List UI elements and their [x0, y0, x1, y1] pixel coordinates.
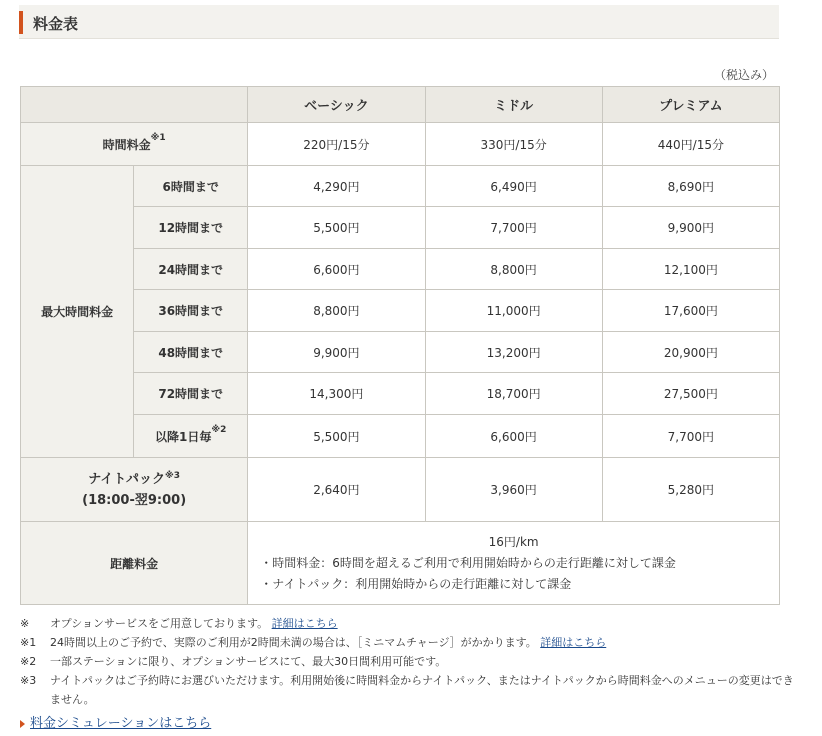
tax-note: （税込み） [713, 68, 774, 82]
max-row-label: 72時間まで [134, 373, 248, 415]
max-row-label: 36時間まで [134, 290, 248, 332]
footnote-text: ナイトパックはご予約時にお選びいただけます。利用開始後に時間料金からナイトパック、またはナイトパックから時間料金へのメニューの変更はできません。 [50, 674, 794, 706]
max-middle: 6,490円 [425, 166, 602, 207]
night-pack-label: ナイトパック$^{※3}$ (18:00-翌9:00) [21, 458, 248, 522]
hourly-premium: 440円/15分 [602, 123, 779, 166]
plan-header-basic: ベーシック [248, 87, 425, 123]
section-header [19, 5, 779, 39]
max-row-label: 12時間まで [134, 207, 248, 249]
distance-note: ・時間料金：6時間を超えるご利用で利用開始時からの走行距離に対して課金 [260, 555, 676, 570]
max-basic: 5,500円 [248, 207, 425, 249]
night-middle: 3,960円 [425, 458, 602, 522]
max-premium: 8,690円 [602, 166, 779, 207]
max-basic: 5,500円 [248, 415, 425, 458]
max-basic: 9,900円 [248, 332, 425, 373]
night-pack-hours: (18:00-翌9:00) [82, 492, 187, 508]
distance-fee-detail [248, 522, 780, 605]
page-title: 料金表 [33, 15, 79, 33]
max-basic: 6,600円 [248, 249, 425, 290]
plan-header-premium: プレミアム [602, 87, 779, 123]
price-table [20, 86, 780, 605]
max-basic: 4,290円 [248, 166, 425, 207]
footnote-text: 一部ステーションに限り、オプションサービスにて、最大30日間利用可能です。 [50, 655, 447, 668]
accent-bar [19, 11, 23, 34]
hourly-basic: 220円/15分 [248, 123, 425, 166]
footnote-text: オプションサービスをご用意しております。 [50, 617, 269, 630]
max-premium: 7,700円 [602, 415, 779, 458]
simulation-link-row [20, 712, 211, 731]
footnote [20, 633, 800, 652]
details-link[interactable]: 詳細はこちら [271, 617, 338, 630]
details-link[interactable]: 詳細はこちら [540, 636, 607, 649]
max-premium: 9,900円 [602, 207, 779, 249]
corner-cell [21, 87, 248, 123]
max-basic: 8,800円 [248, 290, 425, 332]
max-middle: 13,200円 [425, 332, 602, 373]
max-premium: 12,100円 [602, 249, 779, 290]
max-basic: 14,300円 [248, 373, 425, 415]
distance-note: ・ナイトパック：利用開始時からの走行距離に対して課金 [260, 576, 572, 591]
hourly-label: 時間料金$^{※1}$ [21, 123, 248, 166]
footnote [20, 652, 800, 671]
max-middle: 6,600円 [425, 415, 602, 458]
max-premium: 17,600円 [602, 290, 779, 332]
max-middle: 8,800円 [425, 249, 602, 290]
night-basic: 2,640円 [248, 458, 425, 522]
footnotes [20, 614, 800, 709]
footnote-mark: ※1 [20, 636, 37, 649]
distance-rate: 16円/km [488, 534, 539, 549]
max-premium: 20,900円 [602, 332, 779, 373]
footnote-mark: ※ [20, 617, 30, 630]
max-fee-group-label: 最大時間料金 [21, 166, 134, 458]
max-row-label: 48時間まで [134, 332, 248, 373]
max-middle: 11,000円 [425, 290, 602, 332]
max-row-label: 以降1日毎$^{※2}$ [134, 415, 248, 458]
distance-fee-label: 距離料金 [21, 522, 248, 605]
arrow-right-icon [20, 720, 25, 728]
max-middle: 18,700円 [425, 373, 602, 415]
simulation-link[interactable]: 料金シミュレーションはこちら [30, 716, 212, 731]
footnote [20, 614, 800, 633]
footnote-mark: ※3 [20, 674, 37, 687]
max-row-label: 24時間まで [134, 249, 248, 290]
night-premium: 5,280円 [602, 458, 779, 522]
footnote-mark: ※2 [20, 655, 37, 668]
max-premium: 27,500円 [602, 373, 779, 415]
plan-header-middle: ミドル [425, 87, 602, 123]
max-row-label: 6時間まで [134, 166, 248, 207]
max-middle: 7,700円 [425, 207, 602, 249]
footnote [20, 671, 800, 709]
hourly-middle: 330円/15分 [425, 123, 602, 166]
footnote-text: 24時間以上のご予約で、実際のご利用が2時間未満の場合は、［ミニマムチャージ］がかかります。 [50, 636, 537, 649]
